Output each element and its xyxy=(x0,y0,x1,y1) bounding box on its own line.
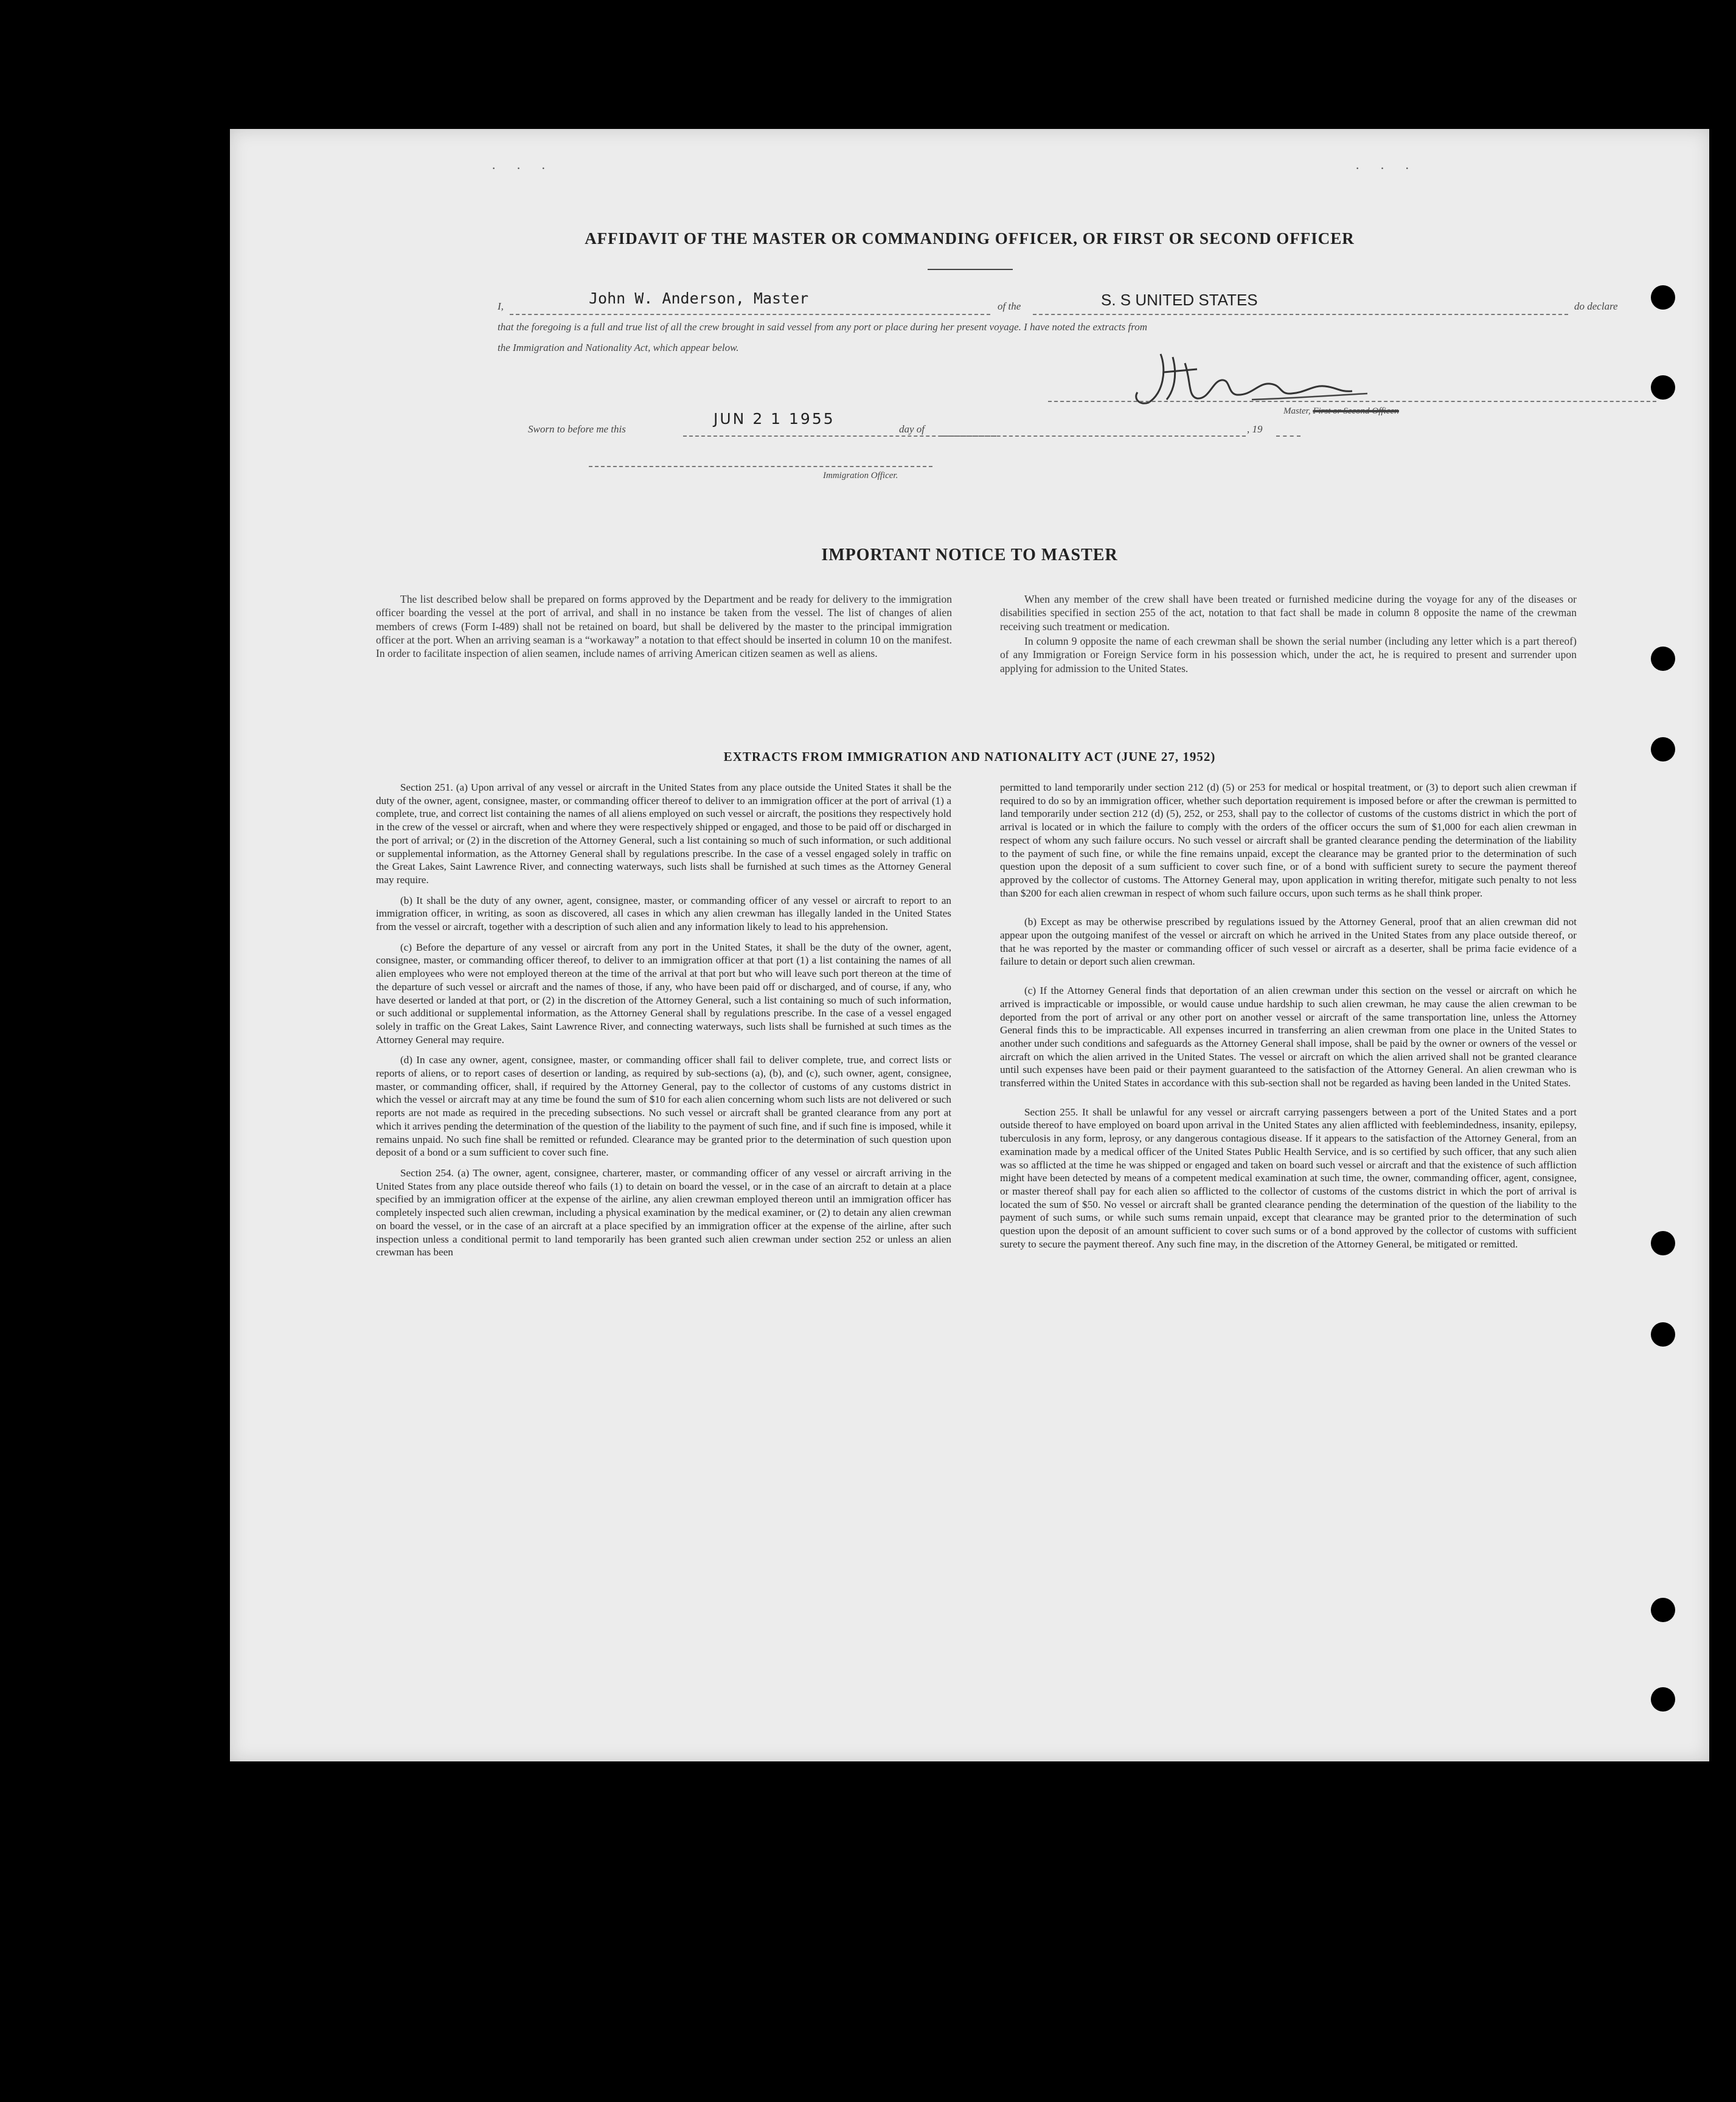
binder-hole xyxy=(1651,1322,1675,1347)
binder-hole xyxy=(1651,285,1675,310)
master-name-line xyxy=(510,314,990,315)
section-251-a: Section 251. (a) Upon arrival of any vessel or aircraft in the United States from any place outside the United States it shall be the duty of the owner, agent, consignee, master, or commanding officer thereof to deliver to an immigration officer at the port of arrival (1) a complete, true, and correct list containing the names of all aliens employed on such vessel or aircraft, the positions they respectively hold in the crew of the vessel or aircraft, when and where they were respectively shipped or engaged, and those to be paid off or discharged in the port of arrival; or (2) in the discretion of the Attorney General, such a list containing so much of such information, or such additional or supplemental information, as the Attorney General shall by regulations prescribe. In the case of a vessel engaged solely in traffic on the Great Lakes, Saint Lawrence River, and connecting waterways, such lists shall be furnished at such times as the Attorney General may require. xyxy=(376,782,951,886)
section-254-a: Section 254. (a) The owner, agent, consignee, charterer, master, or commanding officer of any vessel or aircraft arriving in the United States from any place outside thereof who fails (1) to detain on board the vessel, or in the case of an aircraft to detain at a place specified by an immigration officer at the expense of the airline, any alien crewman employed thereon until an immigration officer has completely inspected such alien crewman, including a physical examination by the medical examiner, or (2) to detain any alien crewman on board the vessel, or in the case of an aircraft at a place specified by an immigration officer at the expense of the airline, after such inspection unless a conditional permit to land temporarily has been granted such alien crewman under section 252 or unless an alien crewman has been xyxy=(376,1167,951,1258)
master-name: John W. Anderson, Master xyxy=(589,290,809,307)
section-254-c: (c) If the Attorney General finds that deportation of an alien crewman under this section on the vessel or aircraft on which he arrived is impracticable or impossible, or would cause undue hardship to such alien crewman, he may cause the alien crewman to be deported from the port of arrival or any other port on another vessel or aircraft of the same transportation line, unless the Attorney General finds this to be impracticable. All expenses incurred in transferring an alien crewman from one place in the United States to another under such conditions and safeguards as the Attorney General shall impose, shall be paid by the owner or owners of the vessel or aircraft on which the alien arrived in the United States. The vessel or aircraft on which the alien arrived shall not be granted clearance until such expenses have been paid or their payment guaranteed to the satisfaction of the Attorney General. An alien crewman who is transferred within the United States in accordance with this sub-section shall not be regarded as having been landed in the United States. xyxy=(1000,985,1577,1089)
year-line xyxy=(1276,435,1300,437)
title-rule xyxy=(928,269,1013,270)
sworn-label: Sworn to before me this xyxy=(528,423,626,435)
scan-specks-left: · · · xyxy=(491,161,554,176)
master-caption-label: Master, xyxy=(1283,406,1311,416)
binder-hole xyxy=(1651,1231,1675,1255)
affidavit-title: AFFIDAVIT OF THE MASTER OR COMMANDING OFFICER, OR FIRST OR SECOND OFFICER xyxy=(585,229,1355,248)
section-254-a-cont: permitted to land temporarily under section 212 (d) (5) or 253 for medical or hospital treatment, or (3) to deport such alien crewman if required to do so by an immigration officer, whether such deportation requirement is imposed before or after the crewman is permitted to land temporarily under section 212 (d) (5), 252, or 253, shall pay to the collector of customs of the customs district in which the port of arrival is located or in which the failure to comply with the orders of the officer occurs the sum of $1,000 for each alien crewman in respect of whom any such failure occurs. No such vessel or aircraft shall be granted clearance pending the determination of the liability to the payment of such fine, or while the fine remains unpaid, except the clearance may be granted prior to the determination of such question upon the deposit of a sum sufficient to cover such fine, or of a bond with sufficient surety to secure the payment thereof approved by the collector of customs. The Attorney General may, upon application in writing therefor, mitigate such penalty to not less than $200 for each alien crewman in respect of whom such failure occurs, upon such terms as he shall think proper. xyxy=(1000,782,1577,899)
binder-hole xyxy=(1651,375,1675,400)
section-251-c: (c) Before the departure of any vessel or aircraft from any port in the United States, it shall be the duty of the owner, agent, consignee, master, or commanding officer thereof, to deliver to an immigration officer at that port (1) a list containing the names of all alien employees who were not employed thereon at the time of the arrival at that port but who will leave such port thereon at the time of the departure of such vessel or aircraft and the names of those, if any, who have been paid off or discharged, and of course, if any, who have deserted or landed at that port, or (2) in the discretion of the Attorney General, such a list containing so much of such information, or such additional or supplemental information, as the Attorney General shall by regulations prescribe. In the case of a vessel engaged solely in traffic on the Great Lakes, Saint Lawrence River, and connecting waterways, such lists shall be furnished at such times as the Attorney General may require. xyxy=(376,941,951,1046)
vessel-name-line xyxy=(1033,314,1568,315)
declaration-line1: that the foregoing is a full and true list of all the crew brought in said vessel from any port or place during her present voyage. I have noted the extracts from xyxy=(498,321,1148,333)
month-line xyxy=(942,435,1246,437)
binder-hole xyxy=(1651,1598,1675,1622)
document-page xyxy=(230,129,1709,1761)
notice-title: IMPORTANT NOTICE TO MASTER xyxy=(821,546,1118,564)
section-251-d: (d) In case any owner, agent, consignee, master, or commanding officer shall fail to deliver complete, true, and correct lists or reports of aliens, or to report cases of desertion or landing, as required by sub-sections (a), (b), and (c), such owner, agent, consignee, master, or commanding officer, shall, if required by the Attorney General, pay to the collector of customs of any customs district in which the vessel or aircraft may at any time be found the sum of $10 for each alien concerning whom such lists are not delivered or such reports are not made as required in the preceding subsections. No such vessel or aircraft shall be granted clearance from any port at which it arrives pending the determination of the question of the liability to the payment of such fine, and if such fine is imposed, while it remains unpaid. No such fine shall be remitted or refunded. Clearance may be granted prior to the determination of such question upon deposit of a bond or a sum sufficient to cover such fine. xyxy=(376,1054,951,1159)
notice-right-column xyxy=(1000,592,1577,676)
binder-hole xyxy=(1651,647,1675,671)
extracts-title: EXTRACTS FROM IMMIGRATION AND NATIONALITY ACT (JUNE 27, 1952) xyxy=(723,749,1216,764)
master-signature-line xyxy=(1048,401,1656,402)
binder-hole xyxy=(1651,1687,1675,1712)
section-251-b: (b) It shall be the duty of any owner, agent, consignee, master, or commanding officer of any vessel or aircraft to report to an immigration officer, in writing, as soon as discovered, all cases in which any alien crewman has illegally landed in the United States from the vessel or aircraft, together with a description of such alien and any information likely to lead to his apprehension. xyxy=(376,894,951,933)
notice-right-paragraph-2: In column 9 opposite the name of each crewman shall be shown the serial number (including any letter which is a part thereof) of any Immigration or Foreign Service form in his possession which, under the act, he is required to present and surrender upon applying for admission to the United States. xyxy=(1000,635,1577,675)
notice-right-paragraph-1: When any member of the crew shall have been treated or furnished medicine during the voyage for any of the diseases or disabilities specified in section 255 of the act, notation to that fact shall be made in column 8 opposite the name of the crewman receiving such treatment or medication. xyxy=(1000,593,1577,633)
notice-left-paragraph: The list described below shall be prepared on forms approved by the Department and be ready for delivery to the immigration officer boarding the vessel at the port of arrival, and shall in no instance be taken from the vessel. The list of changes of alien members of crews (Form I-489) shall not be retained on board, but shall be delivered by the master to the principal immigration officer at the port. When an arriving seaman is a “workaway” a notation to that effect should be inserted in column 10 on the manifest. In order to facilitate inspection of alien seamen, include names of arriving American citizen seamen as well as aliens. xyxy=(376,593,952,660)
day-of-label: day of xyxy=(899,423,925,435)
binder-hole xyxy=(1651,737,1675,761)
extracts-right-column xyxy=(1000,781,1577,1258)
of-the-label: of the xyxy=(998,300,1021,312)
immigration-officer-label: Immigration Officer. xyxy=(823,471,898,480)
scan-specks-right: · · · xyxy=(1355,161,1418,176)
year-label: , 19 xyxy=(1247,423,1263,435)
struck-officer-caption: First or Second Officer. xyxy=(1313,406,1399,416)
section-255: Section 255. It shall be unlawful for any vessel or aircraft carrying passengers between a port of the United States and a port outside thereof to have employed on board upon arrival in the United States any alien afflicted with feeblemindedness, insanity, epilepsy, tuberculosis in any form, leprosy, or any dangerous contagious disease. If it appears to the satisfaction of the Attorney General, from an examination made by a medical officer of the United States Public Health Service, and is so certified by such officer, that any such alien was so afflicted at the time he was shipped or engaged and taken on board such vessel or aircraft and that the existence of such affliction might have been detected by means of a competent medical examination at such time, the owner, commanding officer, agent, consignee, or master thereof shall pay for each alien so afflicted to the collector of customs of the customs district in which the port of arrival is located the sum of $50. No vessel or aircraft shall be granted clearance pending the determination of the question of the liability to the payment of such sums, or while such sums remain unpaid, except that clearance may be granted prior to the determination of such question upon the deposit of an amount sufficient to cover such sums or of a bond approved by the collector of customs with sufficient surety to secure the payment thereof. Any such fine may, in the discretion of the Attorney General, be mitigated or remitted. xyxy=(1000,1106,1577,1250)
i-label: I, xyxy=(498,300,504,312)
sworn-date-stamp: JUN 2 1 1955 xyxy=(713,410,835,428)
section-254-b: (b) Except as may be otherwise prescribed by regulations issued by the Attorney General, proof that an alien crewman did not appear upon the outgoing manifest of the vessel or aircraft on which he arrived in the United States from any place outside thereof, or that he was reported by the master or commanding officer of such vessel or aircraft as a deserter, shall be prima facie evidence of a failure to detain or deport such alien crewman. xyxy=(1000,916,1577,968)
immigration-officer-line xyxy=(589,466,932,467)
master-caption xyxy=(1283,406,1399,417)
notice-left-column xyxy=(376,592,952,662)
do-declare-label: do declare xyxy=(1574,300,1618,312)
extracts-left-column xyxy=(376,781,951,1266)
vessel-name: S. S UNITED STATES xyxy=(1101,291,1258,309)
declaration-line2: the Immigration and Nationality Act, which appear below. xyxy=(498,342,739,353)
